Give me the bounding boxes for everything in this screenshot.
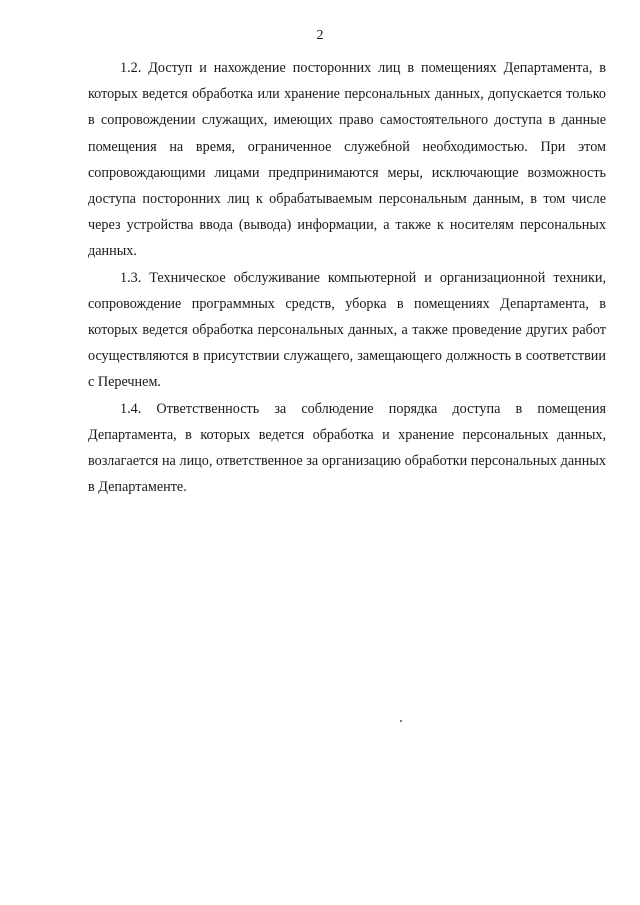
document-body <box>88 55 606 500</box>
page-number: 2 <box>316 28 324 43</box>
paragraph-1-3: 1.3. Техническое обслуживание компьютерной и организационной техники, сопровождение программных средств, уборка в помещениях Департамента, в которых ведется обработка персональных данных, а также проведение других работ осуществляются в присутствии служащего, замещающего должность в соответствии с Перечнем. <box>88 269 606 391</box>
scan-speck <box>400 720 402 722</box>
paragraph-1-4: 1.4. Ответственность за соблюдение порядка доступа в помещения Департамента, в которых ведется обработка и хранение персональных данных, возлагается на лицо, ответственное за организацию обработки персональных данных в Департаменте. <box>88 400 606 496</box>
paragraph-1-2: 1.2. Доступ и нахождение посторонних лиц в помещениях Департамента, в которых ведется обработка или хранение персональных данных, допускается только в сопровождении служащих, имеющих право самостоятельного доступа в данные помещения на время, ограниченное служебной необходимостью. При этом сопровождающими лицами предпринимаются меры, исключающие возможность доступа посторонних лиц к обрабатываемым персональным данным, в том числе через устройства ввода (вывода) информации, а также к носителям персональных данных. <box>88 60 606 260</box>
